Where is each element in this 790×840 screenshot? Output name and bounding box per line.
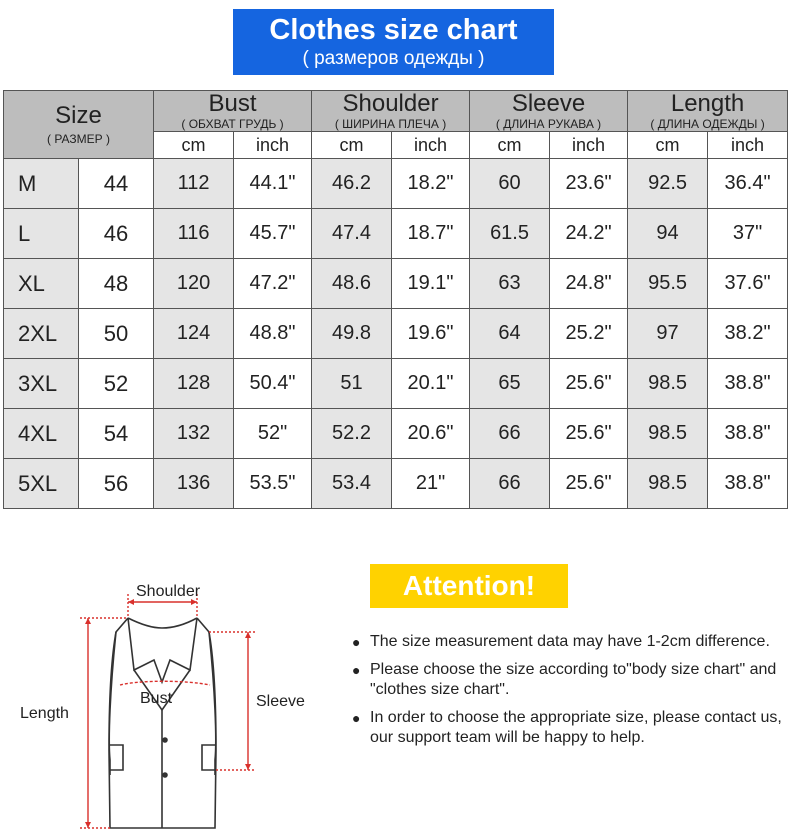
bust-inch-cell: 44.1" bbox=[234, 159, 312, 209]
bust-label: Bust bbox=[140, 690, 173, 707]
page-subtitle: ( размеров одежды ) bbox=[302, 48, 485, 69]
length-header-cell bbox=[628, 91, 788, 132]
length-label: Length bbox=[20, 705, 69, 722]
bust-cm-cell: 136 bbox=[154, 459, 234, 509]
table-row bbox=[4, 209, 788, 259]
length-cm-cell: 95.5 bbox=[628, 259, 708, 309]
bust-inch-cell: 52" bbox=[234, 409, 312, 459]
shoulder-inch-cell: 19.6" bbox=[392, 309, 470, 359]
table-row bbox=[4, 409, 788, 459]
shoulder-cm-cell: 47.4 bbox=[312, 209, 392, 259]
shoulder-header: Shoulder bbox=[342, 90, 439, 117]
bust-inch-cell: 45.7" bbox=[234, 209, 312, 259]
size-name-cell: M bbox=[4, 159, 79, 209]
table-row bbox=[4, 359, 788, 409]
bust-inch-cell: 47.2" bbox=[234, 259, 312, 309]
size-name-cell: L bbox=[4, 209, 79, 259]
shoulder-cm-cell: 46.2 bbox=[312, 159, 392, 209]
unit-cm: cm bbox=[470, 132, 550, 159]
note-text: Please choose the size according to"body size chart" and "clothes size chart". bbox=[370, 661, 777, 698]
sleeve-label: Sleeve bbox=[256, 693, 305, 710]
sleeve-cm-cell: 66 bbox=[470, 409, 550, 459]
length-cm-cell: 92.5 bbox=[628, 159, 708, 209]
bust-cm-cell: 124 bbox=[154, 309, 234, 359]
bust-inch-cell: 48.8" bbox=[234, 309, 312, 359]
size-ru-cell: 44 bbox=[79, 159, 154, 209]
bullet-icon: ● bbox=[352, 662, 361, 678]
sleeve-header: Sleeve bbox=[511, 90, 586, 117]
size-name-cell: 5XL bbox=[4, 459, 79, 509]
bust-cm-cell: 112 bbox=[154, 159, 234, 209]
bullet-icon: ● bbox=[352, 710, 361, 726]
unit-cm: cm bbox=[628, 132, 708, 159]
shoulder-inch-cell: 19.1" bbox=[392, 259, 470, 309]
length-header: Length bbox=[670, 90, 745, 117]
bust-cm-cell: 116 bbox=[154, 209, 234, 259]
bust-header-sub: ( ОБХВАТ ГРУДЬ ) bbox=[181, 117, 284, 131]
length-cm-cell: 98.5 bbox=[628, 359, 708, 409]
sleeve-inch-cell: 25.2" bbox=[550, 309, 628, 359]
size-name-cell: 4XL bbox=[4, 409, 79, 459]
table-row bbox=[4, 459, 788, 509]
bullet-icon: ● bbox=[352, 634, 361, 650]
attention-notes bbox=[352, 632, 782, 756]
shoulder-inch-cell: 20.1" bbox=[392, 359, 470, 409]
length-inch-cell: 37.6" bbox=[708, 259, 788, 309]
sleeve-cm-cell: 64 bbox=[470, 309, 550, 359]
length-inch-cell: 37" bbox=[708, 209, 788, 259]
sleeve-inch-cell: 23.6" bbox=[550, 159, 628, 209]
table-row bbox=[4, 159, 788, 209]
sleeve-inch-cell: 25.6" bbox=[550, 459, 628, 509]
shoulder-cm-cell: 51 bbox=[312, 359, 392, 409]
note-item bbox=[352, 660, 782, 700]
size-header-cell bbox=[4, 91, 154, 159]
length-cm-cell: 98.5 bbox=[628, 459, 708, 509]
size-name-cell: XL bbox=[4, 259, 79, 309]
size-ru-cell: 52 bbox=[79, 359, 154, 409]
length-inch-cell: 38.8" bbox=[708, 459, 788, 509]
unit-inch: inch bbox=[392, 132, 470, 159]
shoulder-cm-cell: 53.4 bbox=[312, 459, 392, 509]
shoulder-cm-cell: 48.6 bbox=[312, 259, 392, 309]
sleeve-cm-cell: 65 bbox=[470, 359, 550, 409]
unit-inch: inch bbox=[550, 132, 628, 159]
unit-cm: cm bbox=[312, 132, 392, 159]
shoulder-inch-cell: 18.2" bbox=[392, 159, 470, 209]
sleeve-header-sub: ( ДЛИНА РУКАВА ) bbox=[495, 117, 602, 131]
sleeve-inch-cell: 24.8" bbox=[550, 259, 628, 309]
unit-cm: cm bbox=[154, 132, 234, 159]
note-item bbox=[352, 632, 782, 652]
bust-cm-cell: 132 bbox=[154, 409, 234, 459]
length-cm-cell: 97 bbox=[628, 309, 708, 359]
note-text: The size measurement data may have 1-2cm difference. bbox=[370, 633, 770, 650]
bust-cm-cell: 128 bbox=[154, 359, 234, 409]
sleeve-header-cell bbox=[470, 91, 628, 132]
length-inch-cell: 38.2" bbox=[708, 309, 788, 359]
length-cm-cell: 94 bbox=[628, 209, 708, 259]
attention-banner: Attention! bbox=[370, 564, 568, 608]
sleeve-cm-cell: 61.5 bbox=[470, 209, 550, 259]
size-header-sub: ( РАЗМЕР ) bbox=[47, 131, 110, 146]
size-table bbox=[3, 90, 788, 509]
sleeve-cm-cell: 66 bbox=[470, 459, 550, 509]
title-banner bbox=[233, 9, 554, 75]
note-text: In order to choose the appropriate size, please contact us, our support team will be happy to help. bbox=[370, 709, 782, 746]
bust-header-cell bbox=[154, 91, 312, 132]
unit-inch: inch bbox=[708, 132, 788, 159]
size-rows bbox=[4, 159, 788, 509]
shoulder-header-sub: ( ШИРИНА ПЛЕЧА ) bbox=[334, 117, 447, 131]
shoulder-inch-cell: 18.7" bbox=[392, 209, 470, 259]
bust-header: Bust bbox=[208, 90, 257, 117]
length-header-sub: ( ДЛИНА ОДЕЖДЫ ) bbox=[650, 117, 765, 131]
length-inch-cell: 36.4" bbox=[708, 159, 788, 209]
length-inch-cell: 38.8" bbox=[708, 409, 788, 459]
unit-inch: inch bbox=[234, 132, 312, 159]
bust-inch-cell: 50.4" bbox=[234, 359, 312, 409]
shoulder-inch-cell: 21" bbox=[392, 459, 470, 509]
page-title: Clothes size chart bbox=[269, 14, 518, 46]
coat-outline bbox=[109, 618, 216, 828]
size-header: Size bbox=[55, 101, 102, 129]
coat-measurement-diagram bbox=[10, 570, 340, 838]
table-row bbox=[4, 309, 788, 359]
sleeve-inch-cell: 25.6" bbox=[550, 409, 628, 459]
measure-lines bbox=[80, 594, 256, 828]
sleeve-inch-cell: 25.6" bbox=[550, 359, 628, 409]
shoulder-cm-cell: 49.8 bbox=[312, 309, 392, 359]
size-name-cell: 2XL bbox=[4, 309, 79, 359]
shoulder-inch-cell: 20.6" bbox=[392, 409, 470, 459]
length-cm-cell: 98.5 bbox=[628, 409, 708, 459]
shoulder-cm-cell: 52.2 bbox=[312, 409, 392, 459]
size-ru-cell: 48 bbox=[79, 259, 154, 309]
sleeve-cm-cell: 63 bbox=[470, 259, 550, 309]
sleeve-inch-cell: 24.2" bbox=[550, 209, 628, 259]
shoulder-label: Shoulder bbox=[136, 583, 201, 600]
sleeve-cm-cell: 60 bbox=[470, 159, 550, 209]
size-ru-cell: 56 bbox=[79, 459, 154, 509]
bust-cm-cell: 120 bbox=[154, 259, 234, 309]
size-ru-cell: 50 bbox=[79, 309, 154, 359]
size-ru-cell: 54 bbox=[79, 409, 154, 459]
length-inch-cell: 38.8" bbox=[708, 359, 788, 409]
bust-inch-cell: 53.5" bbox=[234, 459, 312, 509]
note-item bbox=[352, 708, 782, 748]
size-ru-cell: 46 bbox=[79, 209, 154, 259]
table-row bbox=[4, 259, 788, 309]
shoulder-header-cell bbox=[312, 91, 470, 132]
size-name-cell: 3XL bbox=[4, 359, 79, 409]
